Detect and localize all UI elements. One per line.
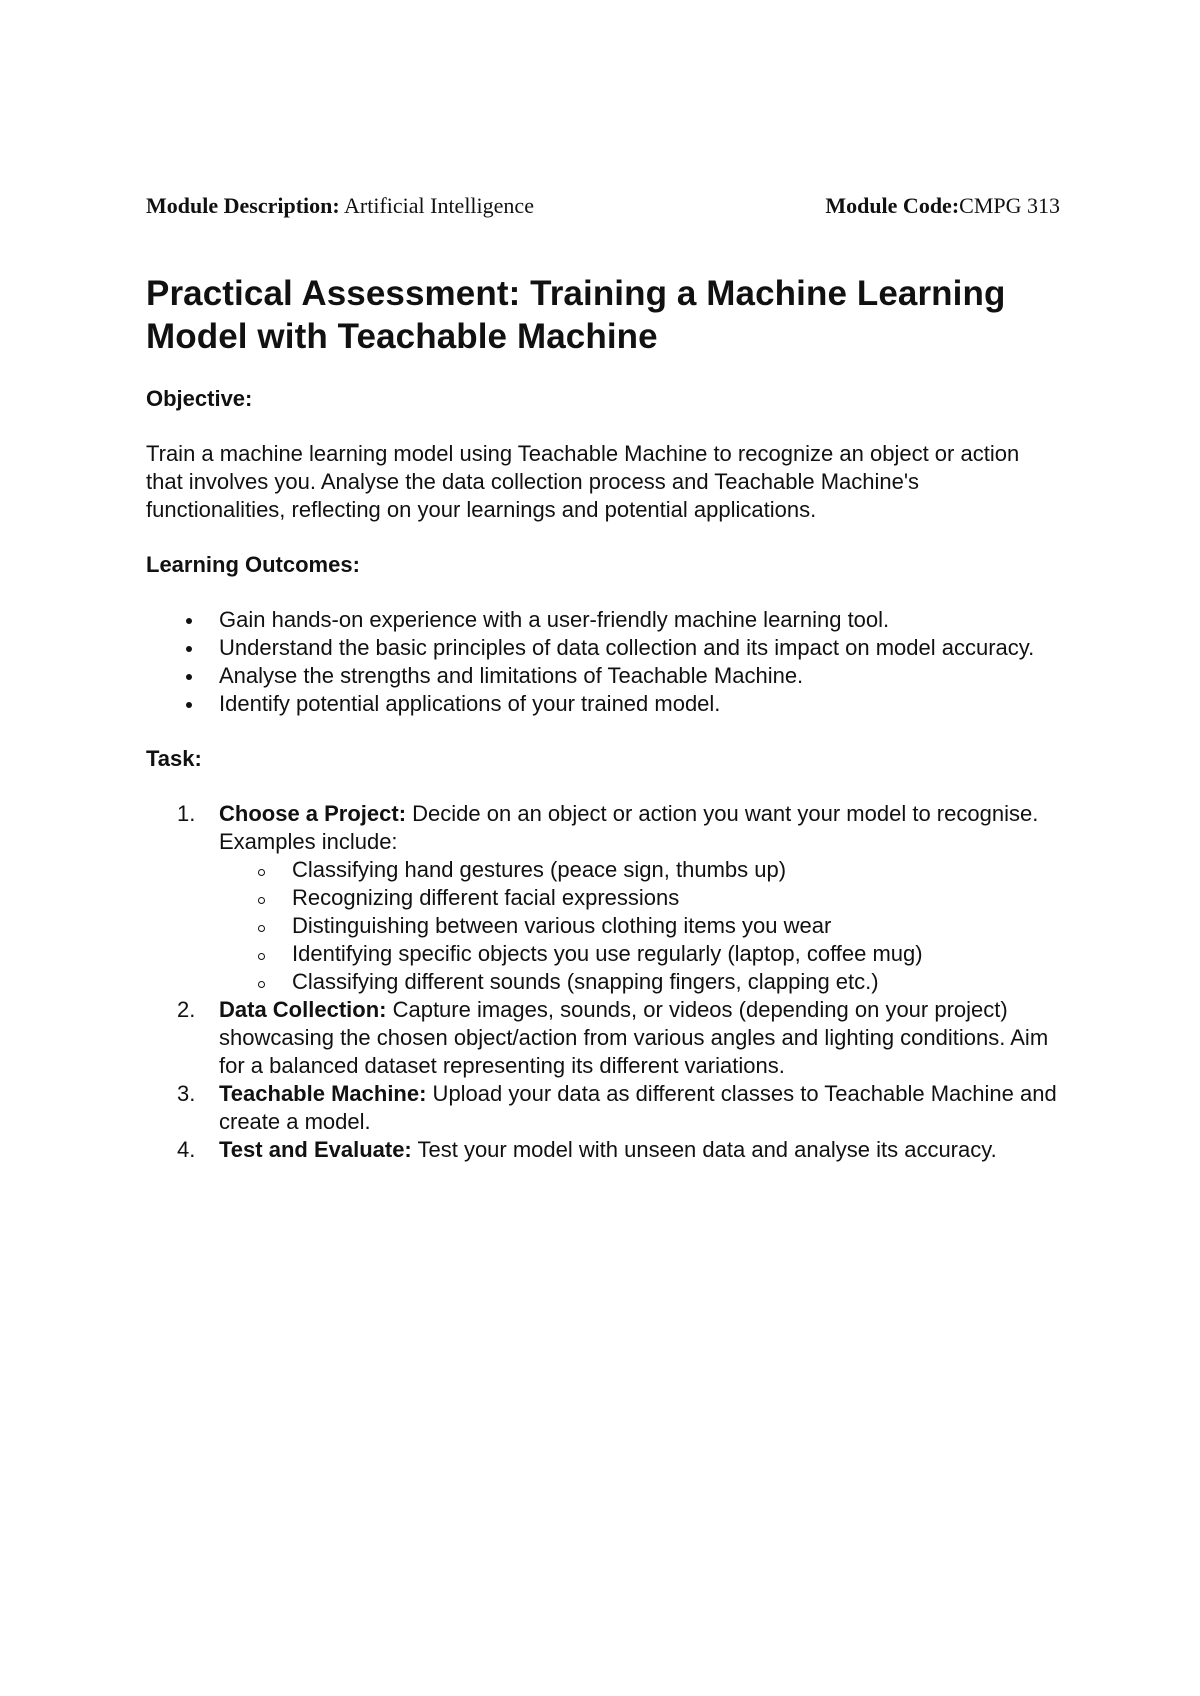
circle-bullet-icon <box>258 869 265 876</box>
task-number: 1. <box>177 801 196 826</box>
learning-outcomes-heading: Learning Outcomes: <box>146 552 360 577</box>
task-item <box>146 1080 1066 1136</box>
list-item <box>146 690 1066 718</box>
list-item <box>219 884 1066 912</box>
task-label: Data Collection: <box>219 997 387 1022</box>
module-description-value: Artificial Intelligence <box>339 193 534 218</box>
outcome-text: Analyse the strengths and limitations of Teachable Machine. <box>219 663 804 688</box>
learning-outcomes-list <box>146 606 1066 718</box>
task-number: 4. <box>177 1137 196 1162</box>
page-title: Practical Assessment: Training a Machine Learning Model with Teachable Machine <box>146 274 1006 356</box>
circle-bullet-icon <box>258 925 265 932</box>
example-text: Recognizing different facial expressions <box>292 885 680 910</box>
example-text: Classifying different sounds (snapping fingers, clapping etc.) <box>292 969 879 994</box>
objective-heading: Objective: <box>146 386 253 411</box>
example-text: Classifying hand gestures (peace sign, thumbs up) <box>292 857 787 882</box>
task-label: Teachable Machine: <box>219 1081 427 1106</box>
list-item <box>146 634 1066 662</box>
bullet-icon <box>186 618 192 624</box>
task-item <box>146 800 1066 996</box>
module-code <box>825 192 1060 220</box>
task-text: Capture images, sounds, or videos (depending on your project) showcasing the chosen object/action from various angles and lighting conditions. Aim for a balanced dataset representing its different variations. <box>219 997 1049 1078</box>
circle-bullet-icon <box>258 981 265 988</box>
task-item <box>146 1136 1066 1164</box>
list-item <box>219 912 1066 940</box>
list-item <box>219 940 1066 968</box>
task-text: Upload your data as different classes to Teachable Machine and create a model. <box>219 1081 1057 1134</box>
list-item <box>219 968 1066 996</box>
task-text: Decide on an object or action you want your model to recognise. Examples include: <box>219 801 1039 854</box>
task-label: Test and Evaluate: <box>219 1137 412 1162</box>
task-heading: Task: <box>146 746 202 771</box>
outcome-text: Identify potential applications of your trained model. <box>219 691 721 716</box>
bullet-icon <box>186 674 192 680</box>
task-text: Test your model with unseen data and analyse its accuracy. <box>411 1137 997 1162</box>
circle-bullet-icon <box>258 953 265 960</box>
examples-list <box>219 856 1066 996</box>
bullet-icon <box>186 646 192 652</box>
task-number: 3. <box>177 1081 196 1106</box>
task-number: 2. <box>177 997 196 1022</box>
task-label: Choose a Project: <box>219 801 407 826</box>
module-code-value: CMPG 313 <box>959 193 1060 218</box>
task-item <box>146 996 1066 1080</box>
list-item <box>146 606 1066 634</box>
outcome-text: Understand the basic principles of data collection and its impact on model accuracy. <box>219 635 1035 660</box>
example-text: Distinguishing between various clothing items you wear <box>292 913 832 938</box>
module-description <box>146 192 534 220</box>
module-code-label: Module Code: <box>825 193 960 218</box>
module-header <box>146 192 1060 224</box>
list-item <box>219 856 1066 884</box>
bullet-icon <box>186 702 192 708</box>
module-description-label: Module Description: <box>146 193 340 218</box>
document-body <box>146 272 1066 1164</box>
task-list <box>146 800 1066 1164</box>
outcome-text: Gain hands-on experience with a user-friendly machine learning tool. <box>219 607 890 632</box>
example-text: Identifying specific objects you use regularly (laptop, coffee mug) <box>292 941 923 966</box>
list-item <box>146 662 1066 690</box>
objective-text: Train a machine learning model using Teachable Machine to recognize an object or action that involves you. Analyse the data collection process and Teachable Machine's functionalities, reflecting on your learnings and potential applications. <box>146 441 1020 522</box>
circle-bullet-icon <box>258 897 265 904</box>
